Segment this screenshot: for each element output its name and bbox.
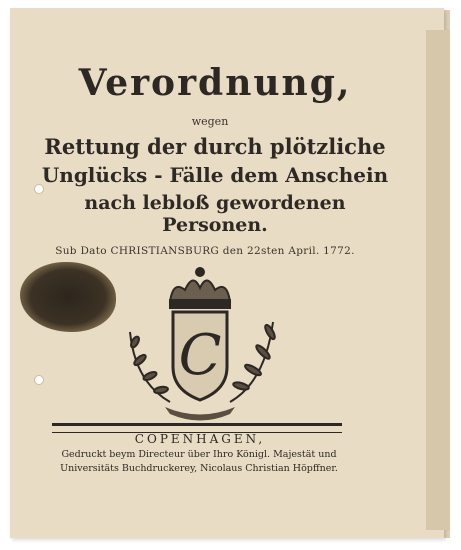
heading-line-1: Rettung der durch plötzliche (44, 134, 386, 159)
printer-imprint (34, 448, 364, 476)
printer-line-1: Gedruckt beym Directeur über Ihro Königl. Majestät und (61, 449, 337, 460)
heading-line-3: nach lebloß gewordenen Personen. (84, 192, 346, 236)
dated-line: Sub Dato CHRISTIANSBURG den 22sten April. 1772. (55, 245, 355, 257)
crest-monogram: C (178, 323, 222, 388)
heading-line-2: Unglücks - Fälle dem Anschein (41, 163, 389, 187)
ink-stain (20, 262, 116, 332)
document-title: Verordnung, (78, 62, 352, 104)
subtitle-connector: wegen (191, 115, 229, 128)
printer-line-2: Universitäts Buchdruckerey, Nicolaus Christian Höpffner. (60, 463, 338, 474)
page-edge (426, 30, 450, 530)
crown-icon (170, 268, 230, 308)
binding-hole (34, 375, 44, 385)
print-place: COPENHAGEN, (134, 432, 266, 446)
royal-crest-emblem (115, 262, 285, 427)
